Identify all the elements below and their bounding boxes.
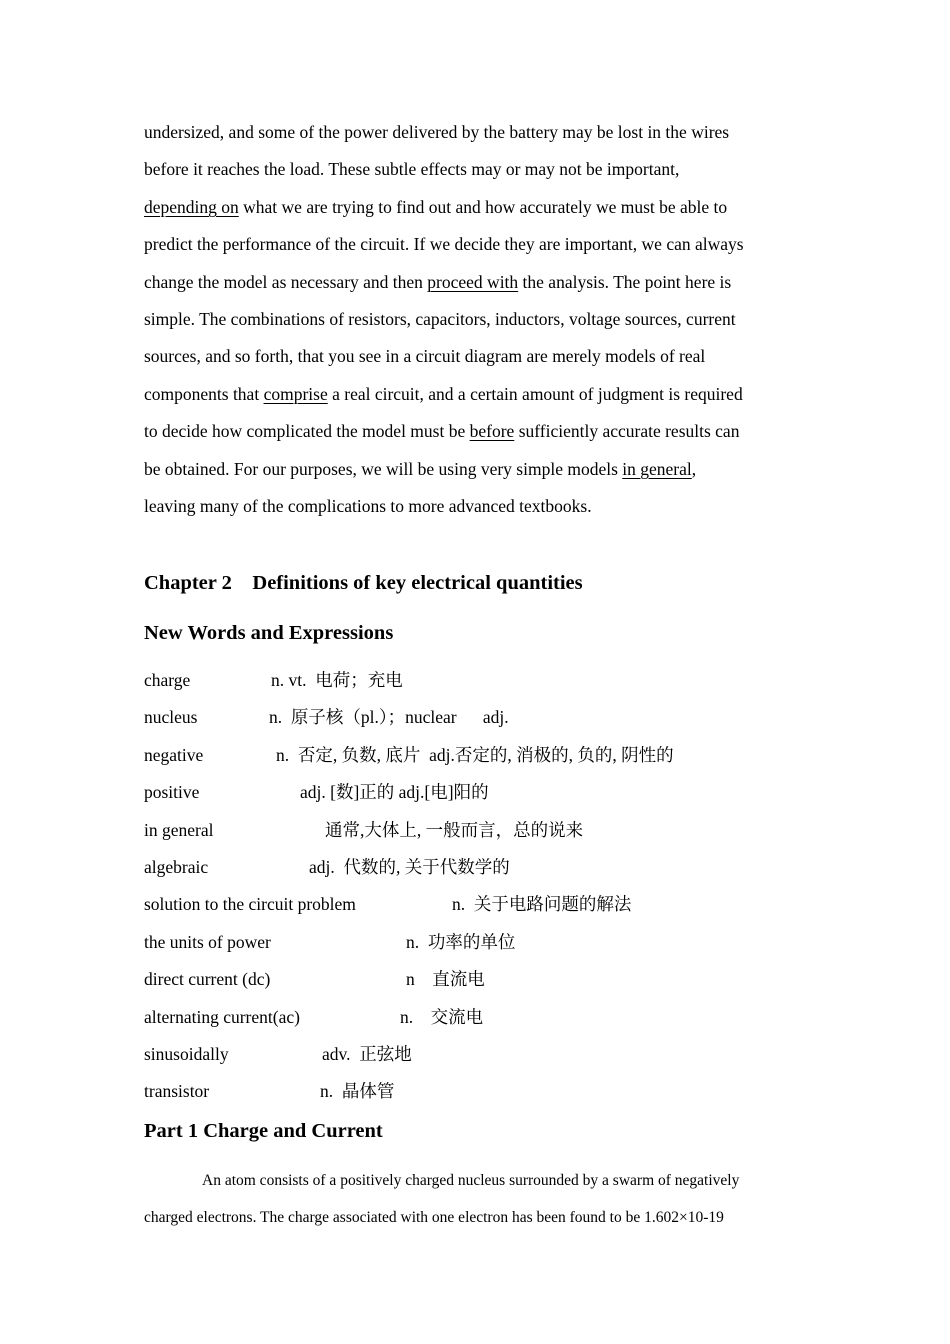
- vocab-term: direct current (dc): [144, 969, 271, 990]
- chapter-heading: Chapter 2 Definitions of key electrical quantities: [144, 572, 583, 594]
- paragraph-text: sufficiently accurate results can: [514, 421, 740, 442]
- paragraph-text: what we are trying to find out and how accurately we must be able to: [238, 196, 728, 217]
- vocab-row: [144, 849, 824, 886]
- vocab-row: [144, 812, 824, 849]
- vocab-term: sinusoidally: [144, 1043, 229, 1064]
- vocab-term: positive: [144, 782, 200, 803]
- vocab-term: algebraic: [144, 856, 209, 877]
- vocab-term: alternating current(ac): [144, 1006, 300, 1027]
- underlined-word-comprise: comprise: [263, 383, 328, 404]
- paragraph-text: ,: [691, 458, 697, 479]
- vocab-row: [144, 699, 824, 736]
- vocab-row: [144, 961, 824, 998]
- charge-paragraph: [144, 1162, 804, 1237]
- vocab-definition: n 直流电: [406, 969, 485, 990]
- vocab-term: nucleus: [144, 707, 198, 728]
- vocab-definition: adv. 正弦地: [322, 1043, 412, 1064]
- vocab-definition: n. 交流电: [400, 1006, 484, 1027]
- vocab-definition: 通常,大体上, 一般而言，总的说来: [325, 819, 584, 840]
- vocab-row: [144, 737, 824, 774]
- vocab-definition: n. 否定, 负数, 底片 adj.否定的, 消极的, 负的, 阴性的: [276, 744, 674, 765]
- vocab-term: transistor: [144, 1081, 210, 1102]
- paragraph-line: sources, and so forth, that you see in a circuit diagram are merely models of real: [144, 346, 706, 367]
- paragraph-line: [144, 264, 814, 301]
- vocab-row: [144, 1073, 824, 1110]
- vocab-row: [144, 1036, 824, 1073]
- vocab-row: [144, 774, 824, 811]
- vocab-definition: n. 原子核（pl.）；nuclear adj.: [269, 707, 509, 728]
- vocab-term: charge: [144, 670, 191, 690]
- paragraph-text: a real circuit, and a certain amount of judgment is required: [327, 383, 743, 404]
- vocab-row: [144, 662, 824, 699]
- paragraph-line: [144, 413, 814, 450]
- vocab-row: [144, 886, 824, 923]
- underlined-word-before: before: [469, 421, 515, 442]
- vocab-definition: n. 关于电路问题的解法: [452, 894, 632, 915]
- vocab-term: the units of power: [144, 931, 271, 952]
- vocab-definition: adj. 代数的, 关于代数学的: [309, 856, 510, 877]
- vocab-term: solution to the circuit problem: [144, 894, 356, 915]
- paragraph-line: [144, 376, 814, 413]
- part-heading: Part 1 Charge and Current: [144, 1120, 383, 1142]
- vocab-row: [144, 924, 824, 961]
- vocab-definition: n. 晶体管: [320, 1081, 395, 1102]
- vocab-row: [144, 999, 824, 1036]
- paragraph-line: An atom consists of a positively charged nucleus surrounded by a swarm of negatively: [202, 1172, 740, 1189]
- paragraph-line: predict the performance of the circuit. If we decide they are important, we can always: [144, 234, 744, 255]
- paragraph-text: be obtained. For our purposes, we will be using very simple models: [144, 458, 623, 479]
- paragraph-line: before it reaches the load. These subtle effects may or may not be important,: [144, 159, 680, 180]
- paragraph-line: undersized, and some of the power delivered by the battery may be lost in the wires: [144, 122, 730, 142]
- paragraph-line: [144, 189, 814, 226]
- vocab-definition: adj. [数]正的 adj.[电]阳的: [300, 782, 489, 803]
- underlined-phrase-in-general: in general: [622, 458, 692, 479]
- paragraph-text: change the model as necessary and then: [144, 271, 428, 292]
- vocab-definition: n. 功率的单位: [406, 931, 516, 952]
- paragraph-line: leaving many of the complications to more advanced textbooks.: [144, 495, 592, 516]
- vocab-definition: n. vt. 电荷；充电: [271, 670, 403, 690]
- vocabulary-list: [144, 662, 824, 1111]
- new-words-heading: New Words and Expressions: [144, 622, 394, 644]
- underlined-phrase-proceed-with: proceed with: [427, 271, 519, 292]
- paragraph-line: simple. The combinations of resistors, capacitors, inductors, voltage sources, current: [144, 308, 736, 329]
- paragraph-text: components that: [144, 383, 264, 404]
- paragraph-line: [144, 451, 814, 488]
- intro-paragraph: [144, 114, 814, 525]
- vocab-term: negative: [144, 744, 204, 765]
- vocab-term: in general: [144, 819, 214, 840]
- underlined-phrase-depending-on: depending on: [144, 196, 239, 217]
- paragraph-text: to decide how complicated the model must be: [144, 421, 470, 442]
- paragraph-text: the analysis. The point here is: [518, 271, 732, 292]
- paragraph-line: charged electrons. The charge associated with one electron has been found to be 1.602×10-19: [144, 1209, 724, 1227]
